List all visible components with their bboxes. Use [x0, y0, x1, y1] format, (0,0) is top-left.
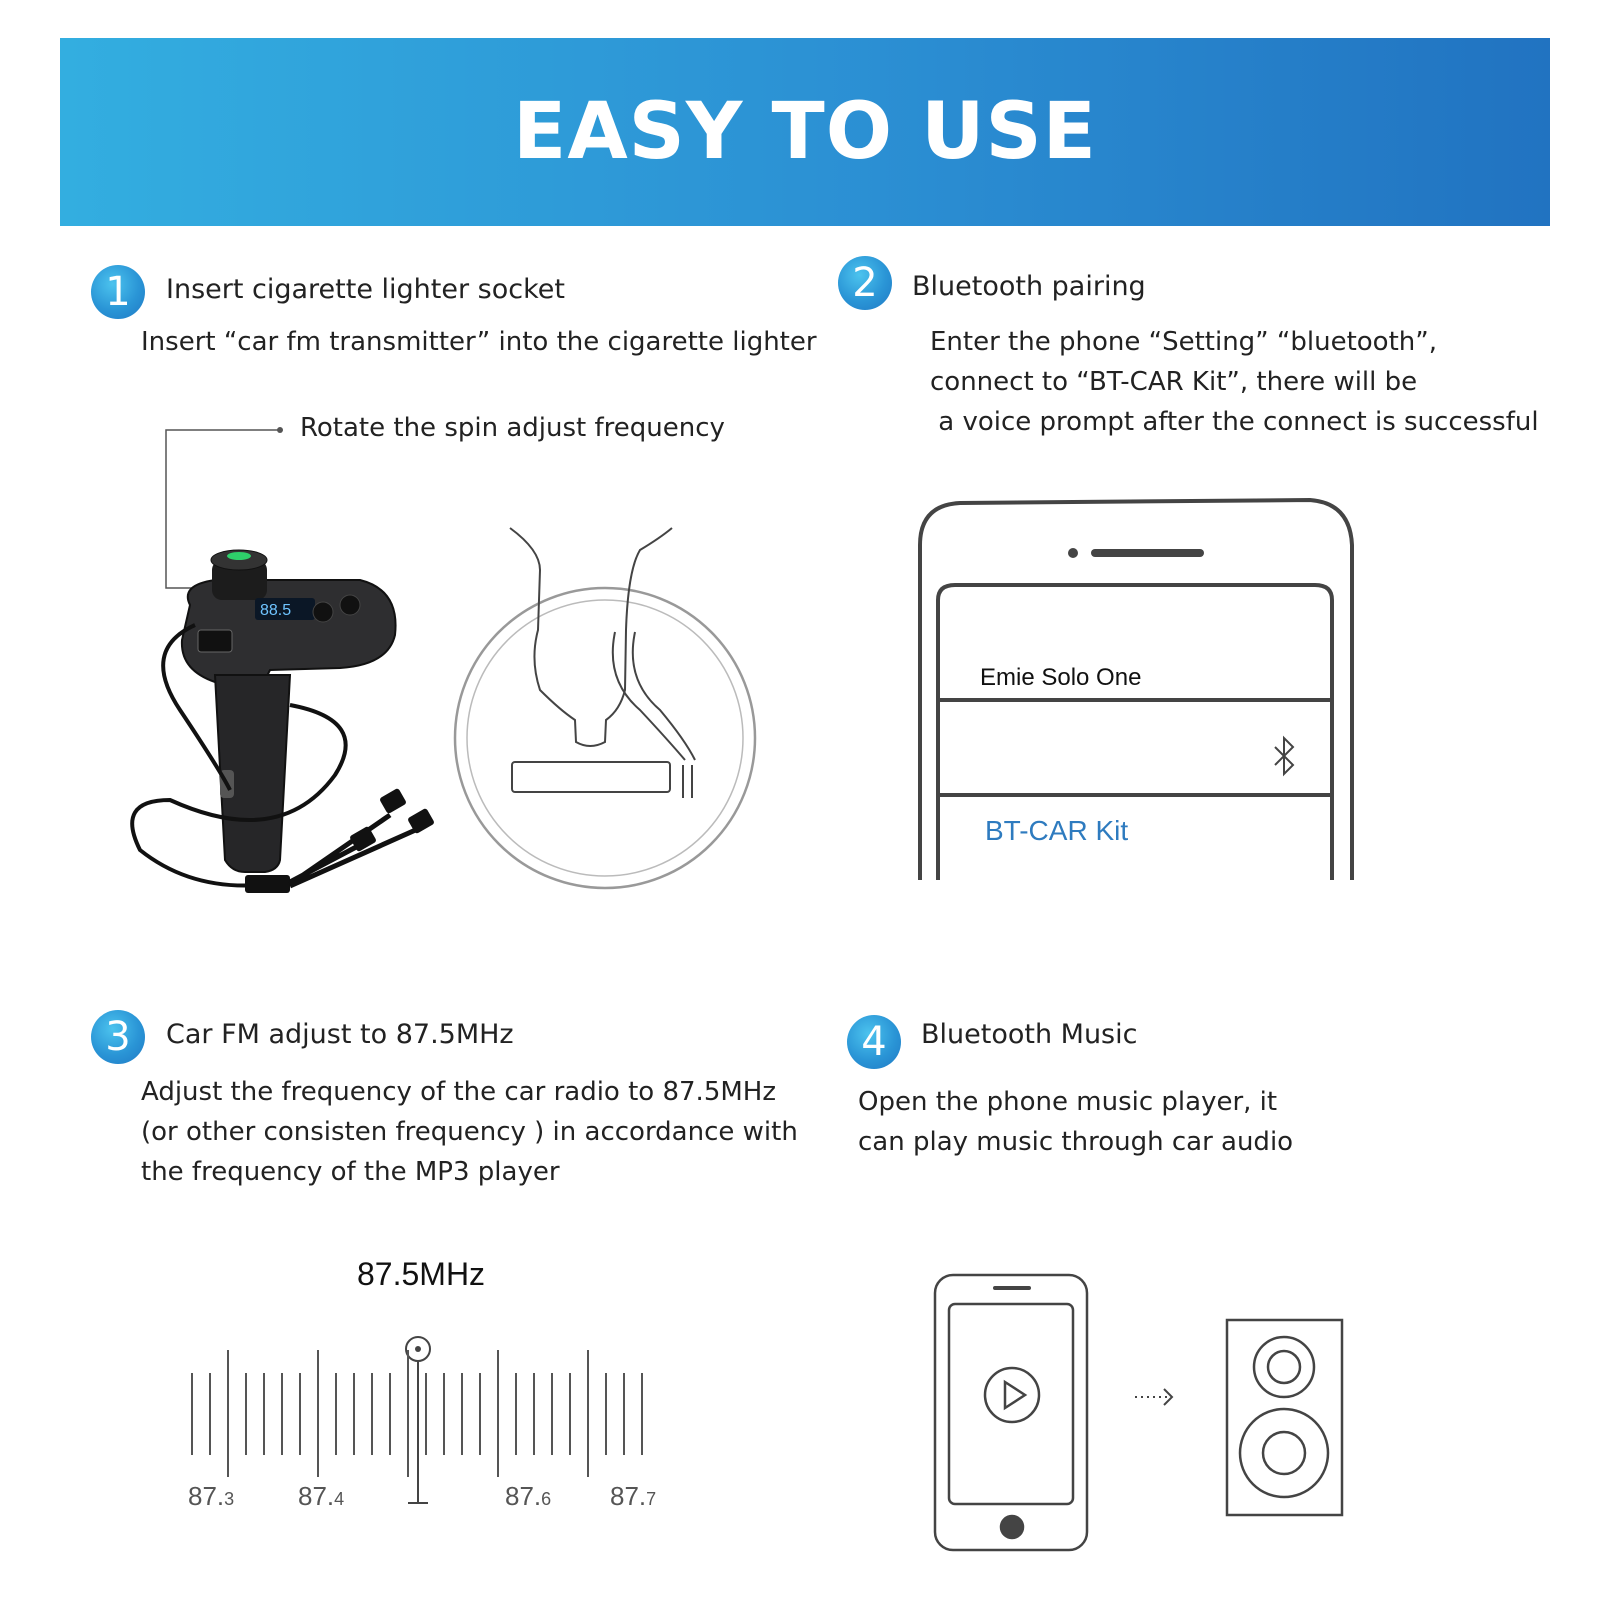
dial-label-87-3: 87.3 [188, 1481, 235, 1511]
phone-icon [935, 1275, 1087, 1550]
step-4-illustration [925, 1270, 1365, 1560]
step-2-badge: 2 [838, 256, 892, 310]
dial-frequency-label: 87.5MHz [357, 1256, 486, 1292]
step-3-text-line-2: (or other consisten frequency ) in accordance with [141, 1117, 798, 1147]
bt-car-kit-label: BT-CAR Kit [985, 815, 1129, 846]
step-3-text-line-1: Adjust the frequency of the car radio to 87.5MHz [141, 1077, 776, 1107]
arrow-right-icon [1135, 1389, 1172, 1405]
page-title: EASY TO USE [513, 87, 1097, 177]
step-4-title: Bluetooth Music [921, 1019, 1138, 1050]
play-icon [985, 1368, 1039, 1422]
step-1-illustration [120, 420, 800, 920]
header-banner [60, 38, 1550, 226]
step-1-callout: Rotate the spin adjust frequency [300, 413, 725, 443]
step-1-badge: 1 [91, 265, 145, 319]
step-2-text-line-2: connect to “BT-CAR Kit”, there will be [930, 367, 1418, 397]
step-3-badge: 3 [91, 1010, 145, 1064]
step-2-text-line-1: Enter the phone “Setting” “bluetooth”, [930, 327, 1437, 357]
step-4-text-line-2: can play music through car audio [858, 1127, 1294, 1157]
step-3-title: Car FM adjust to 87.5MHz [166, 1019, 514, 1050]
dial-label-87-4: 87.4 [298, 1481, 345, 1511]
frequency-dial [170, 1255, 690, 1525]
bluetooth-icon [1275, 738, 1293, 774]
step-2-text-line-3: a voice prompt after the connect is successful [930, 407, 1539, 437]
dial-label-87-6: 87.6 [505, 1481, 552, 1511]
step-2-phone-illustration [910, 495, 1360, 885]
step-2-title: Bluetooth pairing [912, 271, 1146, 302]
dial-label-87-7: 87.7 [610, 1481, 657, 1511]
step-4-badge: 4 [847, 1015, 901, 1069]
step-1-title: Insert cigarette lighter socket [166, 274, 565, 305]
tuning-knob-icon [455, 528, 755, 888]
step-4-text-line-1: Open the phone music player, it [858, 1087, 1278, 1117]
step-1-text: Insert “car fm transmitter” into the cigarette lighter [141, 327, 817, 357]
speaker-icon [1227, 1320, 1342, 1515]
fm-transmitter-image [132, 550, 435, 893]
paired-device-name: Emie Solo One [980, 664, 1142, 691]
svg-text:88.5: 88.5 [260, 602, 292, 619]
step-3-text-line-3: the frequency of the MP3 player [141, 1157, 560, 1187]
